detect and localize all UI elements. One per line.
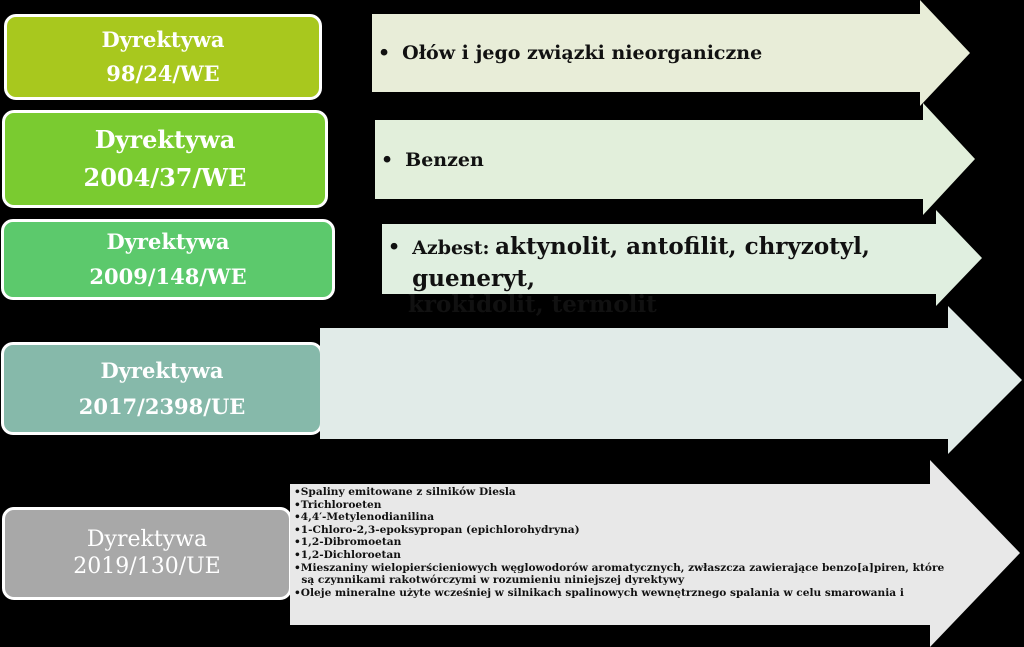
arrow-shape [320, 306, 1024, 454]
directive-number: 2019/130/UE [73, 553, 221, 579]
bullet-icon: • [378, 42, 391, 64]
arrow-3 [382, 210, 984, 318]
directive-label: Dyrektywa [86, 527, 208, 553]
directive-box-4 [1, 342, 323, 435]
arrow-1 [372, 0, 972, 106]
directive-label: Dyrektywa [101, 27, 225, 53]
arrow-4 [320, 306, 1024, 454]
directive-number: 98/24/WE [106, 61, 220, 86]
list-item: •4,4′-Metylenodianilina [294, 511, 435, 524]
substance-text: Benzen [405, 149, 484, 171]
bullet-icon: • [388, 236, 401, 258]
list-item: •Trichloroeten [294, 498, 382, 511]
directive-box-5 [2, 507, 292, 600]
list-item: •Spaliny emitowane z silników Diesla [294, 486, 516, 498]
bullet-icon: • [381, 149, 394, 171]
directive-number: 2017/2398/UE [78, 393, 246, 419]
directive-box-3 [1, 219, 335, 300]
directive-number: 2004/37/WE [83, 163, 247, 192]
substance-text: aktynolit, antofilit, chryzotyl, gueneryt, [412, 233, 870, 292]
list-item: •1,2-Dichloroetan [294, 548, 401, 561]
directive-label: Dyrektywa [100, 357, 224, 383]
list-item: •Oleje mineralne użyte wcześniej w silnikach spalinowych wewnętrznego spalania w celu smarowania i [294, 586, 904, 599]
arrow-2 [375, 103, 977, 215]
directive-box-1 [4, 14, 322, 100]
substance-list [294, 486, 944, 599]
arrow-5 [290, 460, 1024, 647]
substance-text: Ołów i jego związki nieorganiczne [402, 42, 763, 64]
substance-prefix: Azbest: [412, 237, 490, 259]
list-item: •Mieszaniny wielopierścieniowych węglowodorów aromatycznych, zwłaszcza zawierające benzo[a]piren, które [294, 561, 945, 574]
list-item: •1,2-Dibromoetan [294, 536, 402, 549]
directive-number: 2009/148/WE [89, 263, 247, 289]
list-item: są czynnikami rakotwórczymi w rozumieniu niniejszej dyrektywy [294, 574, 685, 587]
directive-label: Dyrektywa [106, 228, 230, 254]
directive-box-2 [2, 110, 328, 208]
substance-text-cont: krokidolit, termolit [408, 291, 657, 318]
directive-label: Dyrektywa [94, 124, 236, 154]
list-item: •1-Chloro-2,3-epoksypropan (epichlorohydryna) [294, 523, 580, 536]
